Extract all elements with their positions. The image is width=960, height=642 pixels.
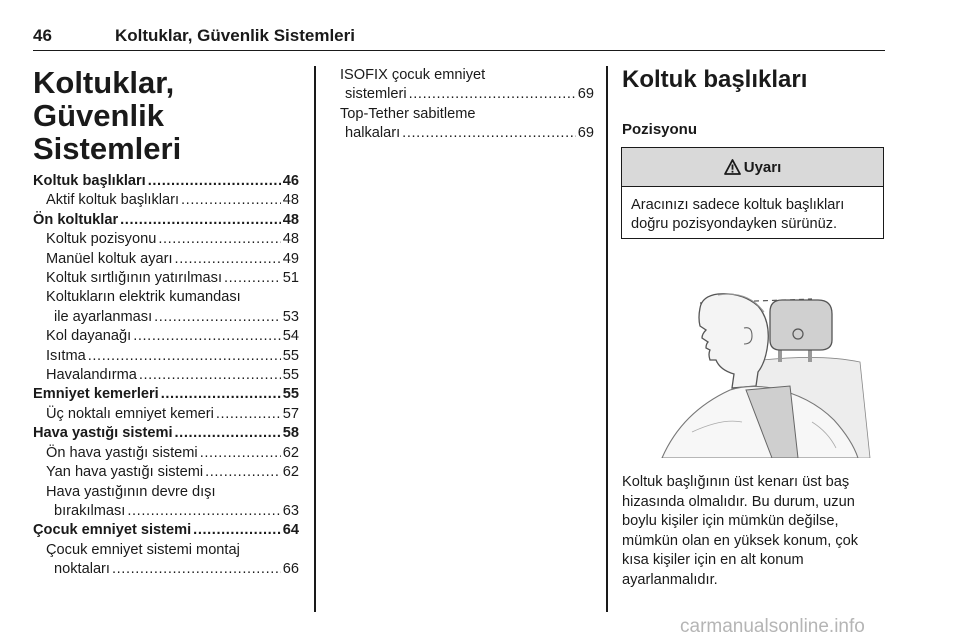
headrest-illustration	[622, 262, 884, 458]
toc-entry-cocuk-emniyet-sistemi[interactable]: Çocuk emniyet sistemi ..... 64	[33, 521, 299, 540]
warning-triangle-icon	[724, 159, 741, 175]
toc-entry-isofix-line1[interactable]: ISOFIX çocuk emniyet	[340, 67, 486, 83]
toc-entry-montaj-noktalari[interactable]: noktaları ..... 66	[33, 560, 299, 579]
head-profile	[699, 294, 768, 388]
toc-entry-havalandirma[interactable]: Havalandırma ..... 55	[33, 366, 299, 385]
chapter-title	[33, 66, 303, 165]
body-paragraph: Koltuk başlığının üst kenarı üst baş hizasında olmalıdır. Bu durum, uzun boylu kişiler için mümkün değilse, mümkün olan en yüksek konum, çok kısa kişiler için en alt konum ayarlanmalıdır.	[622, 474, 859, 588]
column-divider-left	[314, 66, 316, 612]
table-of-contents	[33, 172, 299, 580]
toc-entry-aktif-koltuk-basliklari[interactable]: Aktif koltuk başlıkları ..... 48	[33, 191, 299, 210]
toc-entry-isofix[interactable]: sistemleri ..... 69	[340, 85, 594, 104]
toc-entry-koltuk-pozisyonu[interactable]: Koltuk pozisyonu ..... 48	[33, 230, 299, 249]
toc-entry-top-tether-line1[interactable]: Top-Tether sabitleme	[340, 105, 476, 122]
headrest	[770, 300, 832, 350]
warning-box	[621, 147, 884, 239]
page-header	[33, 24, 885, 51]
watermark: carmanualsonline.info	[680, 616, 865, 637]
section-title: Koltuk başlıkları	[622, 66, 808, 93]
toc-entry-devre-disi-line1[interactable]: Hava yastığının devre dışı	[46, 483, 216, 500]
chapter-title-line2: Sistemleri	[33, 131, 182, 166]
toc-entry-elektrik-kumandasi-line1[interactable]: Koltukların elektrik kumandası	[46, 289, 241, 306]
toc-entry-sirtlik-yatirilmasi[interactable]: Koltuk sırtlığının yatırılması ..... 51	[33, 269, 299, 288]
table-of-contents-continued	[340, 66, 594, 144]
column-divider-right	[606, 66, 608, 612]
toc-entry-on-hava-yastigi[interactable]: Ön hava yastığı sistemi ..... 62	[33, 444, 299, 463]
toc-entry-manuel-koltuk-ayari[interactable]: Manüel koltuk ayarı ..... 49	[33, 250, 299, 269]
toc-entry-kol-dayanagi[interactable]: Kol dayanağı ..... 54	[33, 327, 299, 346]
toc-entry-koltuk-basliklari[interactable]: Koltuk başlıkları ..... 46	[33, 172, 299, 191]
toc-entry-devre-disi[interactable]: bırakılması ..... 63	[33, 502, 299, 521]
warning-text: Aracınızı sadece koltuk başlıkları doğru pozisyondayken sürünüz.	[631, 197, 845, 232]
subsection-title: Pozisyonu	[622, 121, 698, 138]
toc-entry-uc-noktali-kemer[interactable]: Üç noktalı emniyet kemeri ..... 57	[33, 405, 299, 424]
warning-header	[622, 148, 883, 187]
chapter-title-line1: Koltuklar, Güvenlik	[33, 65, 175, 133]
toc-entry-yan-hava-yastigi[interactable]: Yan hava yastığı sistemi ..... 62	[33, 463, 299, 482]
running-title: Koltuklar, Güvenlik Sistemleri	[115, 26, 355, 45]
toc-entry-on-koltuklar[interactable]: Ön koltuklar ..... 48	[33, 211, 299, 230]
toc-entry-hava-yastigi-sistemi[interactable]: Hava yastığı sistemi ..... 58	[33, 424, 299, 443]
toc-entry-emniyet-kemerleri[interactable]: Emniyet kemerleri ..... 55	[33, 385, 299, 404]
toc-entry-top-tether[interactable]: halkaları ..... 69	[340, 124, 594, 143]
toc-entry-isitma[interactable]: Isıtma ..... 55	[33, 347, 299, 366]
toc-entry-elektrik-kumandasi[interactable]: ile ayarlanması ..... 53	[33, 308, 299, 327]
toc-entry-montaj-line1[interactable]: Çocuk emniyet sistemi montaj	[46, 541, 240, 558]
warning-label: Uyarı	[743, 158, 782, 176]
page-number: 46	[33, 26, 52, 45]
